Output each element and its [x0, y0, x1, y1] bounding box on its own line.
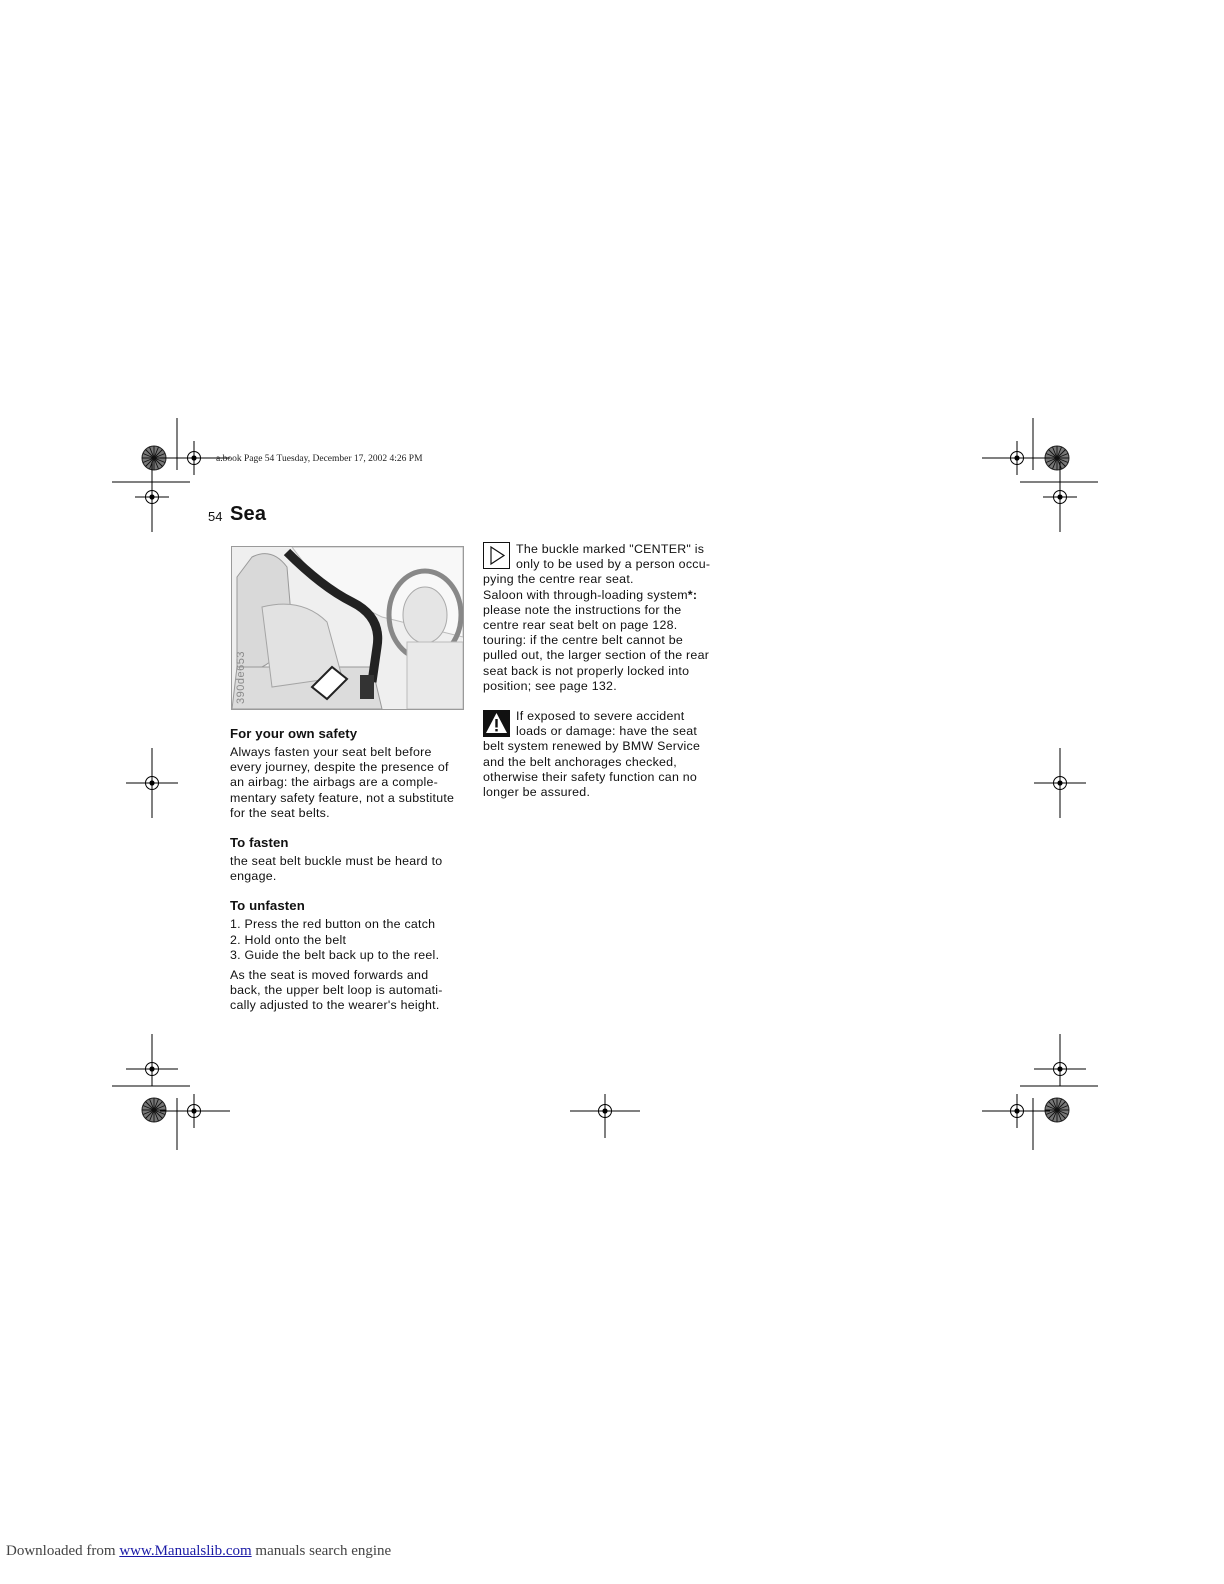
saloon-line: please note the instructions for the: [483, 602, 682, 617]
touring-line: seat back is not properly locked into: [483, 663, 690, 678]
note-line: The buckle marked "CENTER" is: [516, 542, 705, 556]
saloon-line: centre rear seat belt on page 128.: [483, 618, 678, 633]
warning-line: longer be assured.: [483, 785, 591, 800]
warning-line: and the belt anchorages checked,: [483, 754, 677, 769]
saloon-star: *:: [687, 587, 698, 602]
adjust-line: As the seat is moved forwards and: [230, 968, 429, 983]
safety-line: for the seat belts.: [230, 805, 330, 820]
warning-triangle-icon: [483, 710, 510, 737]
warning-line: otherwise their safety function can no: [483, 769, 698, 784]
note-line: only to be used by a person occu-: [516, 557, 711, 572]
safety-line: every journey, despite the presence of: [230, 760, 449, 775]
info-note: [483, 542, 733, 694]
warning-note: [483, 709, 733, 800]
adjust-line: back, the upper belt loop is automati-: [230, 983, 443, 998]
touring-line: position; see page 132.: [483, 678, 617, 693]
unfasten-heading: To unfasten: [230, 898, 305, 914]
seat-belt-drawing: [232, 547, 463, 709]
safety-line: an airbag: the airbags are a comple-: [230, 775, 439, 790]
note-line: pying the centre rear seat.: [483, 572, 634, 587]
warning-line: loads or damage: have the seat: [516, 724, 698, 739]
seat-belt-illustration: [231, 546, 464, 710]
fasten-line: engage.: [230, 869, 277, 884]
play-triangle-icon: [483, 542, 510, 569]
footer-prefix: Downloaded from: [6, 1543, 120, 1559]
saloon-lead: Saloon with through-loading system: [483, 587, 688, 602]
fasten-heading: To fasten: [230, 835, 289, 851]
unfasten-step: 2. Hold onto the belt: [230, 932, 347, 947]
safety-line: Always fasten your seat belt before: [230, 745, 432, 759]
safety-heading: For your own safety: [230, 726, 358, 741]
touring-line: touring: if the centre belt cannot be: [483, 633, 684, 648]
warning-line: If exposed to severe accident: [516, 709, 685, 724]
footer-suffix: manuals search engine: [251, 1543, 392, 1559]
fasten-line: the seat belt buckle must be heard to: [230, 854, 443, 869]
unfasten-step: 1. Press the red button on the catch: [230, 917, 436, 932]
download-footer: [6, 1543, 391, 1560]
page-number: 54: [208, 509, 223, 524]
saloon-line: [483, 588, 733, 603]
unfasten-step: 3. Guide the belt back up to the reel.: [230, 947, 440, 962]
safety-line: mentary safety feature, not a substitute: [230, 790, 455, 805]
touring-line: pulled out, the larger section of the rear: [483, 648, 710, 663]
print-slug: a.book Page 54 Tuesday, December 17, 2002 4:26 PM: [216, 454, 423, 464]
left-column: [230, 726, 475, 1014]
manualslib-link[interactable]: www.Manualslib.com: [119, 1543, 252, 1559]
warning-line: belt system renewed by BMW Service: [483, 739, 701, 754]
adjust-line: cally adjusted to the wearer's height.: [230, 998, 440, 1013]
figure-code: 390de653: [235, 651, 247, 704]
right-column: [483, 542, 733, 800]
page-title: Sea: [230, 503, 267, 525]
